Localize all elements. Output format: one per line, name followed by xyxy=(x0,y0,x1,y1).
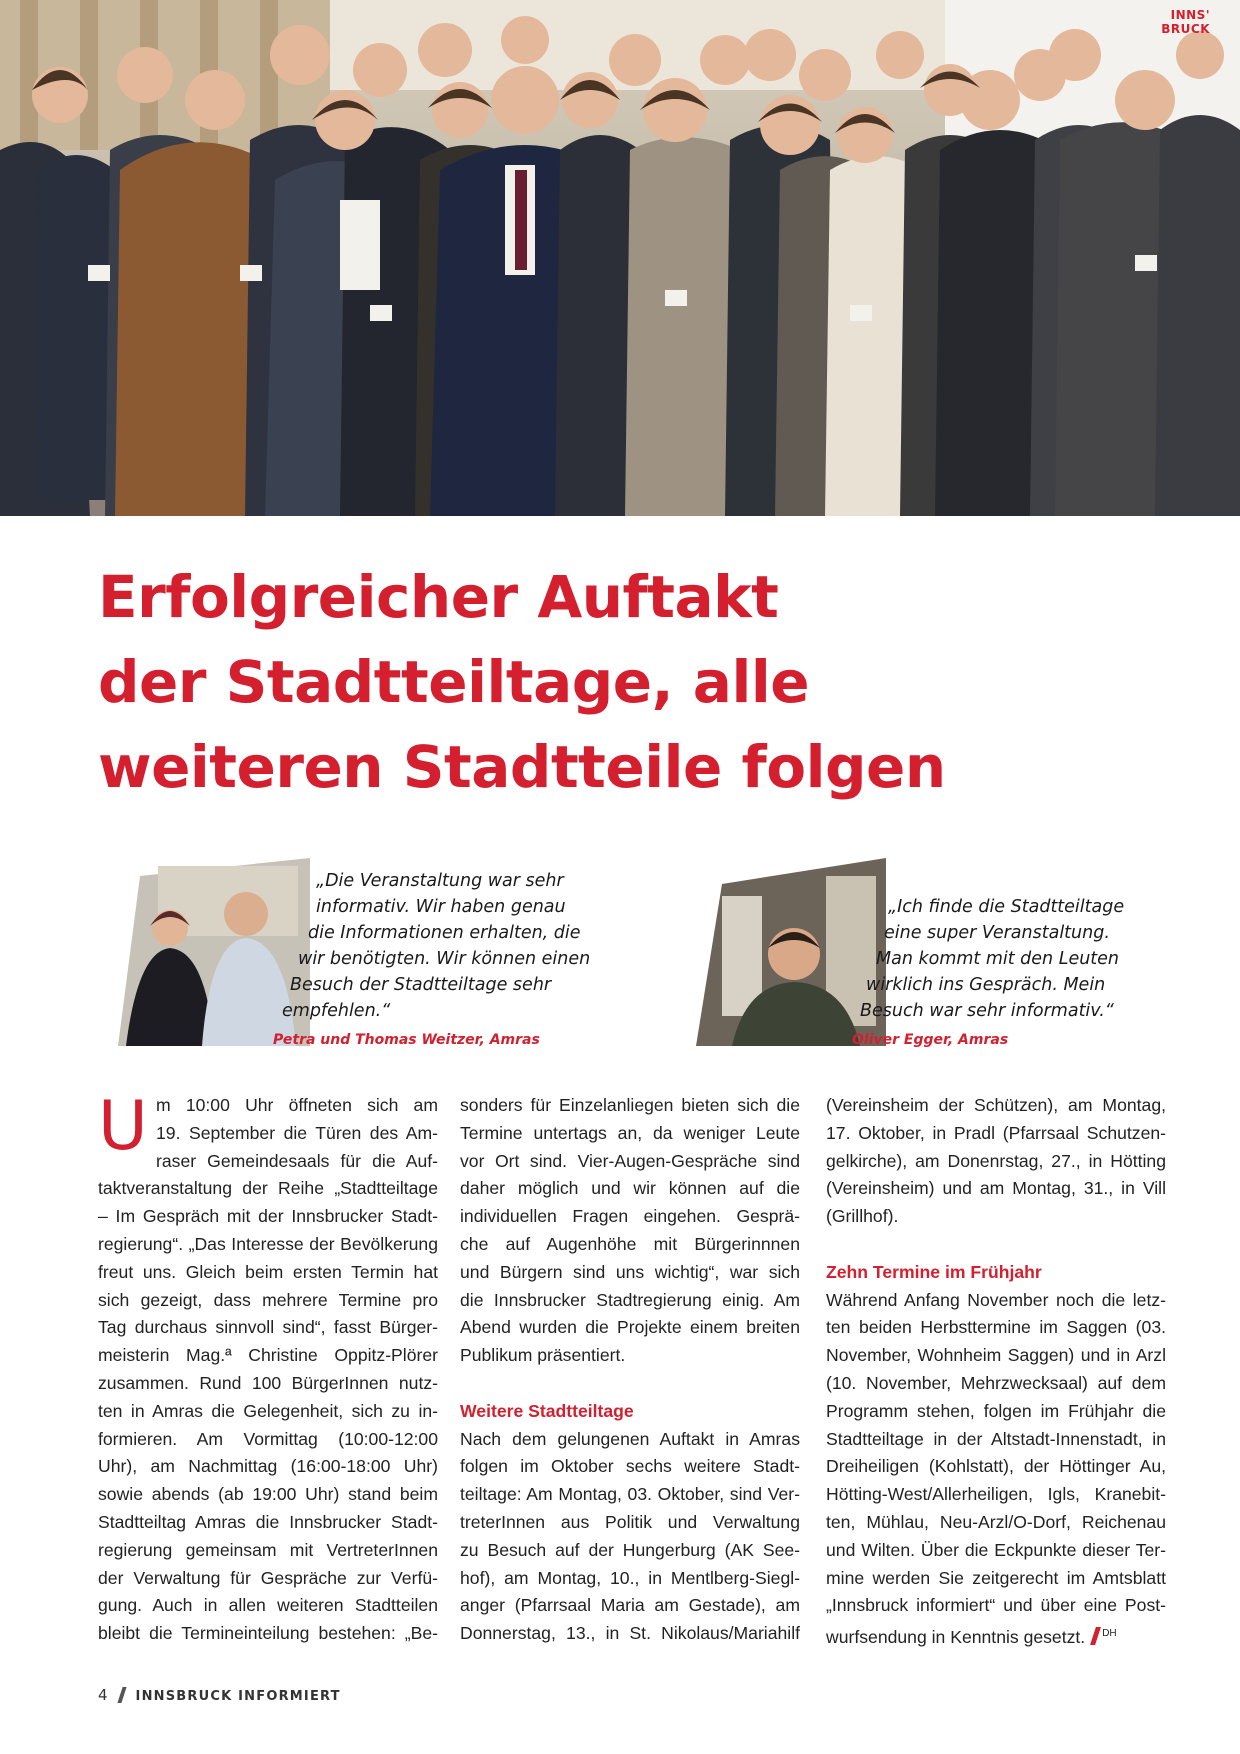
headline-line: Erfolgreicher Auftakt xyxy=(98,563,779,631)
quote-1-author: Petra und Thomas Weitzer, Amras xyxy=(273,1032,540,1048)
publication-name: INNSBRUCK INFORMIERT xyxy=(135,1689,341,1704)
body-line: sich gezeigt, dass mehrere Termine pro xyxy=(98,1289,438,1310)
body-line: Stadtteiltag Amras die Innsbrucker Stadt- xyxy=(98,1511,438,1532)
body-line: Stadtteiltage in der Altstadt-Innenstadt, in xyxy=(826,1428,1166,1449)
body-line: (Vereinsheim der Schützen), am Montag, xyxy=(826,1095,1166,1115)
body-line: Während Anfang November noch die letz- xyxy=(826,1289,1166,1310)
body-line: che auf Augenhöhe mit Bürgerinnnen xyxy=(460,1233,800,1254)
innsbruck-logo: INNS' BRUCK xyxy=(1161,8,1210,36)
body-line: – Im Gespräch mit der Innsbrucker Stadt- xyxy=(98,1206,438,1227)
page-number: 4 xyxy=(98,1686,108,1704)
body-line: Abend wurden die Projekte einem breiten xyxy=(460,1317,800,1338)
body-line: sowie abends (ab 19:00 Uhr) stand beim xyxy=(98,1484,438,1505)
body-line: daher möglich und wir können auf die xyxy=(460,1178,800,1199)
article-column-3 xyxy=(826,1092,1166,1652)
body-line: gelkirche), am Donenrstag, 27., in Hötting xyxy=(826,1150,1166,1171)
body-line: Programm stehen, folgen im Frühjahr die xyxy=(826,1400,1166,1421)
quote-line: wirklich ins Gespräch. Mein xyxy=(866,975,1106,995)
body-line: 19. September die Türen des Am- xyxy=(156,1122,438,1143)
body-line: die Innsbrucker Stadtregierung einig. Am xyxy=(460,1289,800,1310)
author-initials: DH xyxy=(1102,1628,1117,1640)
body-line: teiltage: Am Montag, 03. Oktober, sind Ver- xyxy=(460,1484,800,1505)
quote-2-text xyxy=(852,894,1124,1024)
body-line: meisterin Mag.ª Christine Oppitz-Plörer xyxy=(98,1345,438,1366)
quote-2-author: Oliver Egger, Amras xyxy=(852,1032,1009,1048)
quote-line: empfehlen.“ xyxy=(282,1001,391,1021)
body-line-final xyxy=(826,1620,1166,1652)
body-line: November, Wohnheim Saggen) und in Arzl xyxy=(826,1345,1166,1366)
body-line: Donnerstag, 13., in St. Nikolaus/Mariahilf xyxy=(460,1623,800,1644)
quote-line: informativ. Wir haben genau xyxy=(316,897,566,917)
body-line: Dreiheiligen (Kohlstatt), der Höttinger Au, xyxy=(826,1456,1166,1477)
subheading-zehn-termine: Zehn Termine im Frühjahr xyxy=(826,1261,1042,1282)
end-mark-icon xyxy=(1090,1627,1101,1645)
body-line: Tag durchaus sinnvoll sind“, fasst Bürger- xyxy=(98,1317,438,1338)
body-line: sonders für Einzelanliegen bieten sich die xyxy=(460,1095,800,1115)
article-column-1 xyxy=(98,1087,438,1648)
body-line: individuellen Fragen eingehen. Gesprä- xyxy=(460,1206,800,1227)
body-line: Termine untertags an, da weniger Leute xyxy=(460,1122,800,1143)
quote-1-text xyxy=(262,868,590,1024)
body-line: Publikum präsentiert. xyxy=(460,1345,626,1366)
body-line: Hötting-West/Allerheiligen, Igls, Kranebit- xyxy=(826,1484,1166,1505)
body-line: taktveranstaltung der Reihe „Stadtteiltage xyxy=(98,1178,438,1199)
body-line: regierung“. „Das Interesse der Bevölkerung xyxy=(98,1233,438,1254)
body-line: formieren. Am Vormittag (10:00-12:00 xyxy=(98,1428,438,1449)
body-line: „Innsbruck informiert“ und über eine Post- xyxy=(826,1595,1166,1616)
body-line: raser Gemeindesaals für die Auf- xyxy=(156,1150,438,1171)
body-line: m 10:00 Uhr öffneten sich am xyxy=(156,1095,438,1115)
body-line: und Wilten. Über die Eckpunkte dieser Ter- xyxy=(826,1539,1166,1560)
body-line: freut uns. Gleich beim ersten Termin hat xyxy=(98,1261,438,1282)
hero-group-photo xyxy=(0,0,1240,516)
quote-line: Besuch der Stadtteiltage sehr xyxy=(290,975,552,995)
body-line: anger (Pfarrsaal Maria am Gestade), am xyxy=(460,1595,800,1616)
body-line: folgen im Oktober sechs weitere Stadt- xyxy=(460,1456,800,1477)
body-line: (Grillhof). xyxy=(826,1206,899,1227)
body-line: ten beiden Herbsttermine im Saggen (03. xyxy=(826,1317,1166,1338)
body-line: zu Besuch auf der Hungerburg (AK See- xyxy=(460,1539,800,1560)
body-line: zusammen. Rund 100 BürgerInnen nutz- xyxy=(98,1372,438,1393)
quote-line: wir benötigten. Wir können einen xyxy=(298,949,591,969)
body-line: regierung gemeinsam mit VertreterInnen xyxy=(98,1539,438,1560)
page-title xyxy=(98,555,1158,810)
body-line: ten in Amras die Gelegenheit, sich zu in- xyxy=(98,1400,438,1421)
body-line: (Vereinsheim) und am Montag, 31., in Vill xyxy=(826,1178,1166,1199)
body-line: und Bürgern sind uns wichtig“, war sich xyxy=(460,1261,800,1282)
quote-line: eine super Veranstaltung. xyxy=(884,923,1110,943)
body-line: mine werden Sie zeitgerecht im Amtsblatt xyxy=(826,1567,1166,1588)
dropcap: U xyxy=(98,1087,148,1166)
body-line: ten, Mühlau, Neu-Arzl/O-Dorf, Reichenau xyxy=(826,1511,1166,1532)
headline-line: der Stadtteiltage, alle xyxy=(98,648,810,716)
body-line: treterInnen aus Politik und Verwaltung xyxy=(460,1511,800,1532)
body-line: Uhr), am Nachmittag (16:00-18:00 Uhr) xyxy=(98,1456,438,1477)
body-line: bleibt die Termineinteilung bestehen: „Be- xyxy=(98,1623,438,1644)
quote-line: die Informationen erhalten, die xyxy=(308,923,581,943)
body-line: (10. November, Mehrzwecksaal) auf dem xyxy=(826,1372,1166,1393)
body-line: vor Ort sind. Vier-Augen-Gespräche sind xyxy=(460,1150,800,1171)
subheading-weitere-stadtteiltage: Weitere Stadtteiltage xyxy=(460,1400,634,1421)
quote-line: „Ich finde die Stadtteiltage xyxy=(888,897,1125,917)
group-photo-illustration xyxy=(0,0,1240,516)
quote-line: Besuch war sehr informativ.“ xyxy=(860,1001,1114,1021)
headline-line: weiteren Stadtteile folgen xyxy=(98,733,946,801)
body-line: gung. Auch in allen weiteren Stadtteilen xyxy=(98,1595,438,1616)
slash-mark-icon xyxy=(117,1687,126,1703)
article-column-2 xyxy=(460,1092,800,1648)
quote-line: Man kommt mit den Leuten xyxy=(876,949,1120,969)
body-line: Nach dem gelungenen Auftakt in Amras xyxy=(460,1428,800,1449)
body-line-text: wurfsendung in Kenntnis gesetzt. xyxy=(826,1627,1086,1647)
quote-line: „Die Veranstaltung war sehr xyxy=(316,871,564,891)
body-line: 17. Oktober, in Pradl (Pfarrsaal Schutzen- xyxy=(826,1122,1166,1143)
page-footer xyxy=(98,1686,341,1704)
body-line: hof), am Montag, 10., in Mentlberg-Siegl- xyxy=(460,1567,800,1588)
body-line: der Verwaltung für Gespräche zur Verfü- xyxy=(98,1567,438,1588)
